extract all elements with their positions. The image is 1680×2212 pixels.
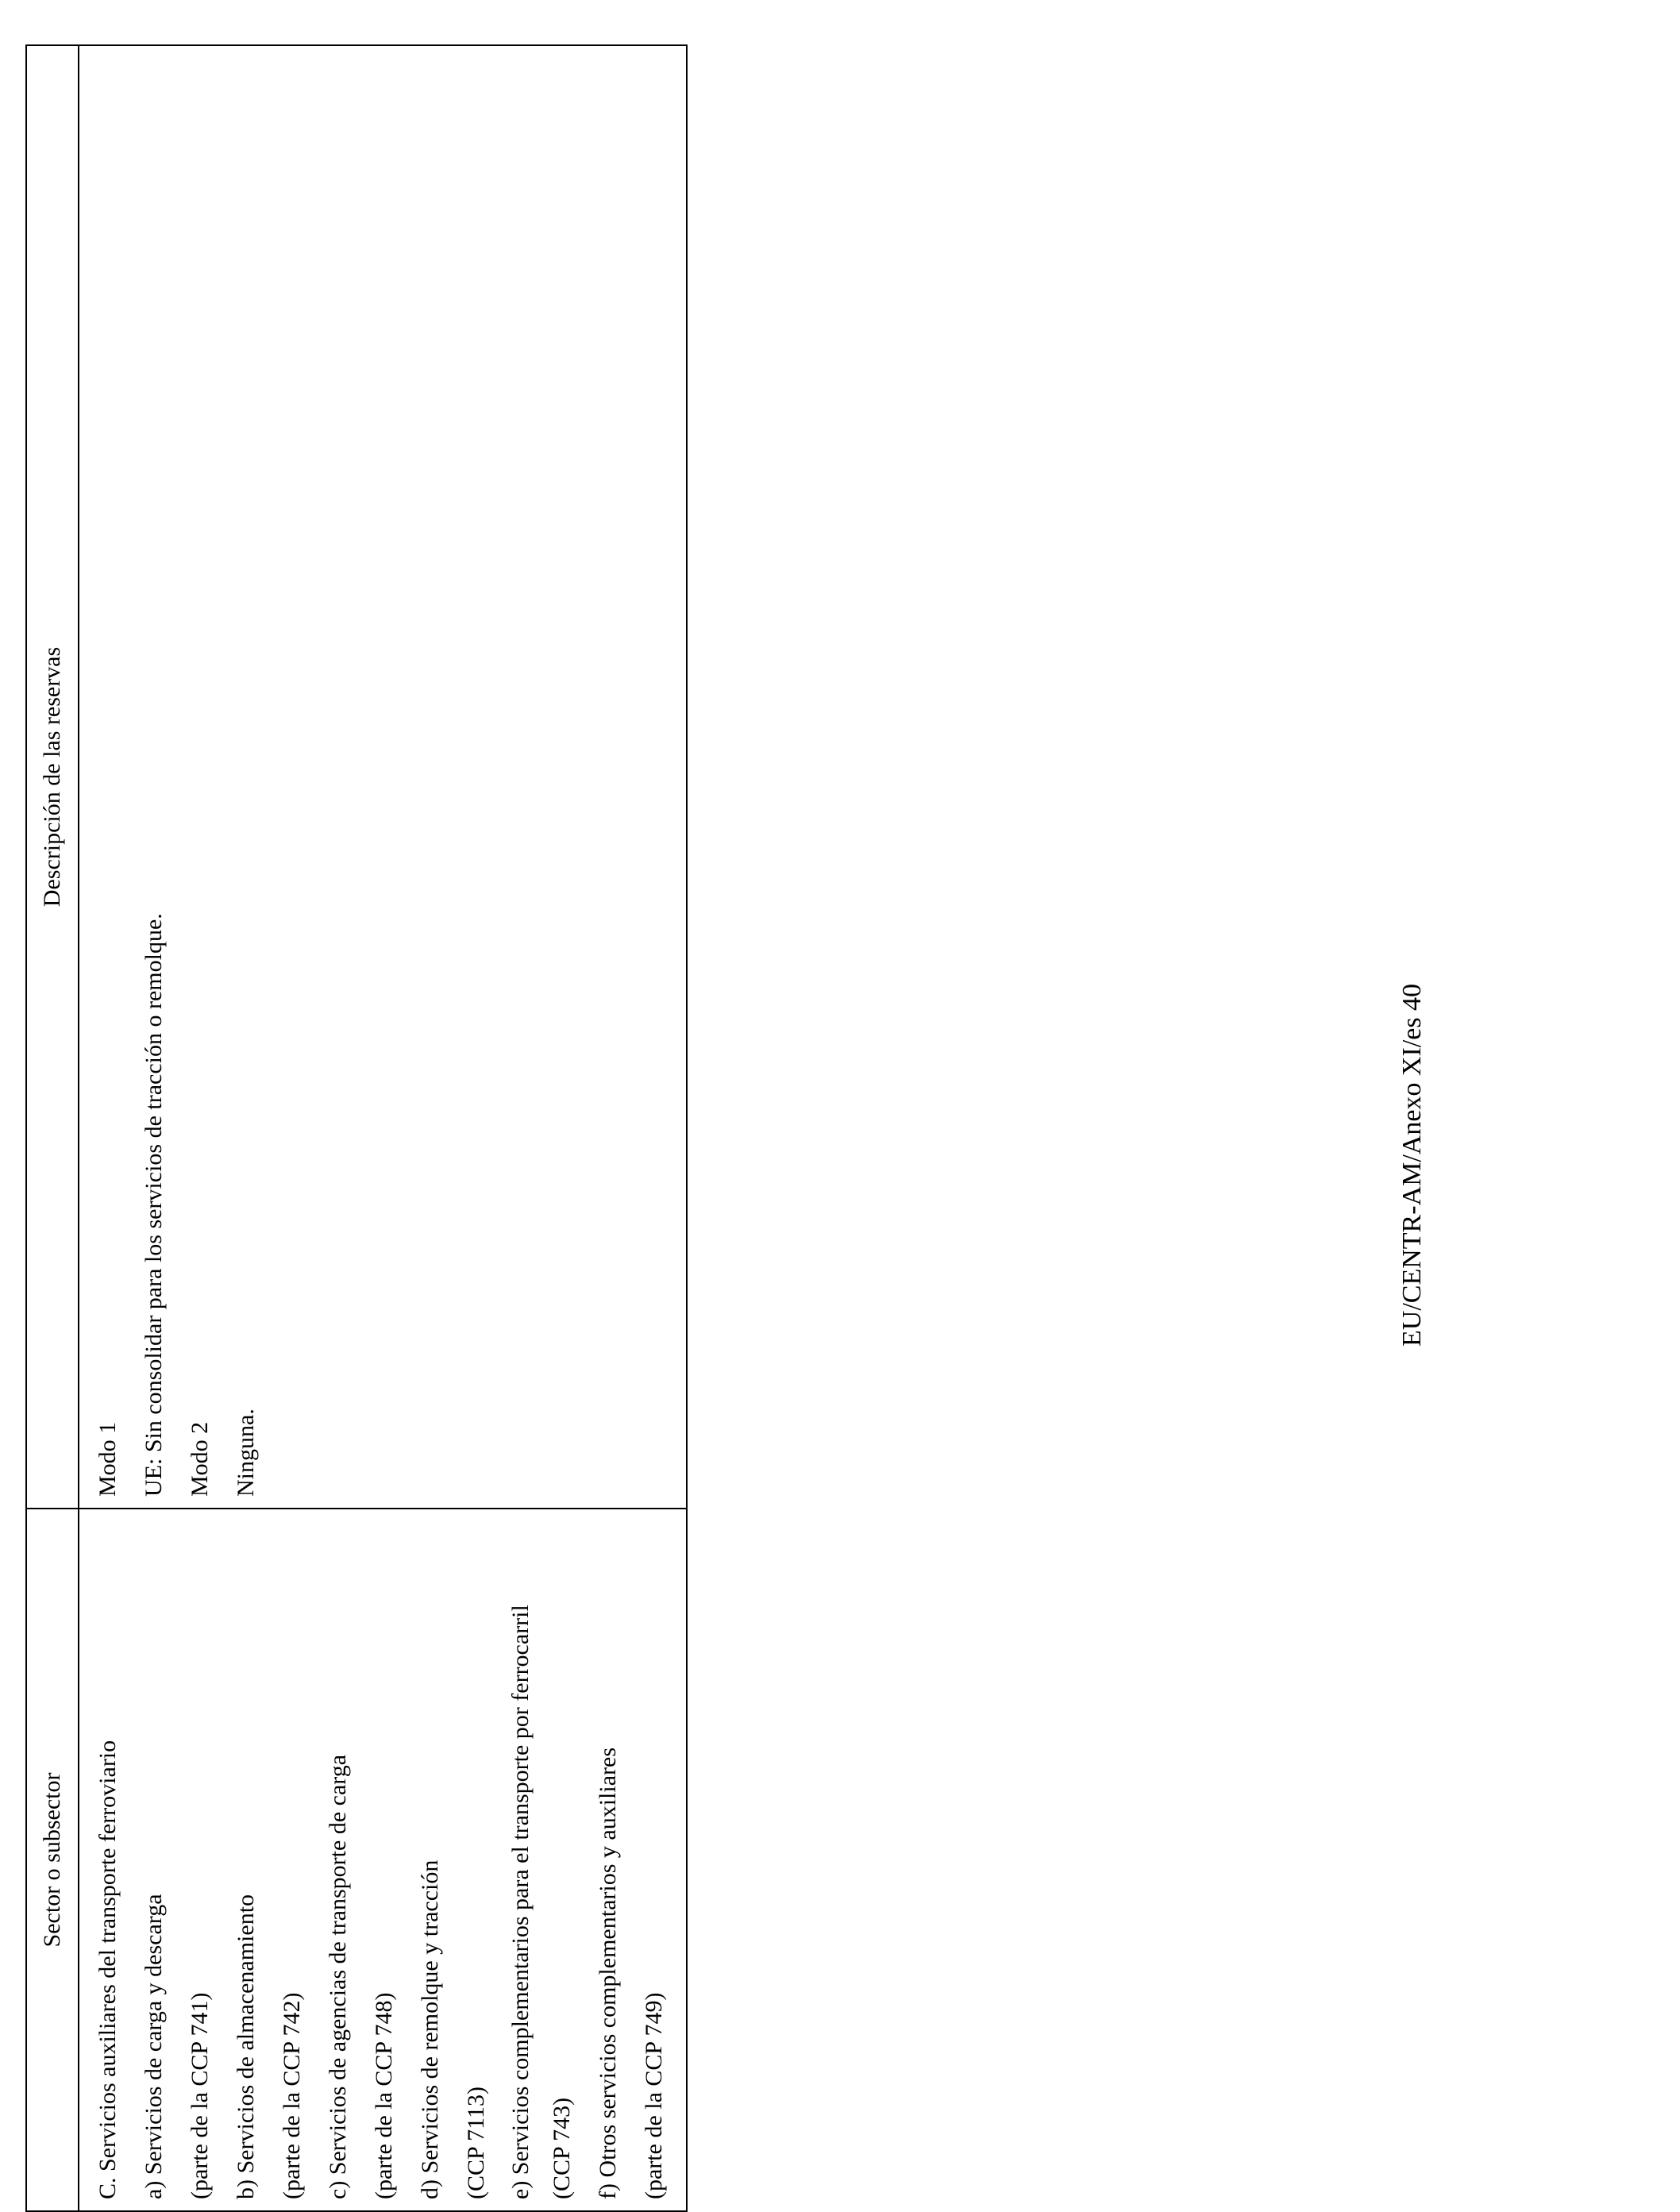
sector-cell [79,1509,687,2211]
description-line: Ninguna. [233,1409,259,1497]
sector-line: (parte de la CCP 748) [371,1992,397,2199]
reservations-table [25,44,688,2212]
table-header-row [26,45,79,2211]
sector-line: d) Servicios de remolque y tracción [417,1859,443,2199]
header-description: Descripción de las reservas [26,45,79,1509]
sector-line: a) Servicios de carga y descarga [141,1894,167,2199]
description-cell [79,45,687,1509]
sector-line: (parte de la CCP 742) [279,1992,305,2199]
description-line: Modo 1 [94,1421,121,1497]
sector-line: c) Servicios de agencias de transporte de carga [325,1754,351,2199]
description-line: UE: Sin consolidar para los servicios de tracción o remolque. [141,913,167,1497]
rotated-table-container [25,46,688,2212]
description-line: Modo 2 [187,1421,213,1497]
sector-line: b) Servicios de almacenamiento [233,1894,259,2199]
document-reference: EU/CENTR-AM/Anexo XI/es 40 [1397,983,1427,1347]
sector-line: f) Otros servicios complementarios y auxiliares [595,1747,621,2199]
sector-line: (parte de la CCP 749) [641,1992,667,2199]
table-row [79,45,687,2211]
sector-line: (CCP 743) [549,2097,575,2199]
sector-line: C. Servicios auxiliares del transporte ferroviario [94,1740,121,2199]
sector-line: (parte de la CCP 741) [187,1992,213,2199]
sector-line: (CCP 7113) [463,2087,489,2199]
header-sector: Sector o subsector [26,1509,79,2211]
sector-line: e) Servicios complementarios para el transporte por ferrocarril [507,1605,534,2199]
